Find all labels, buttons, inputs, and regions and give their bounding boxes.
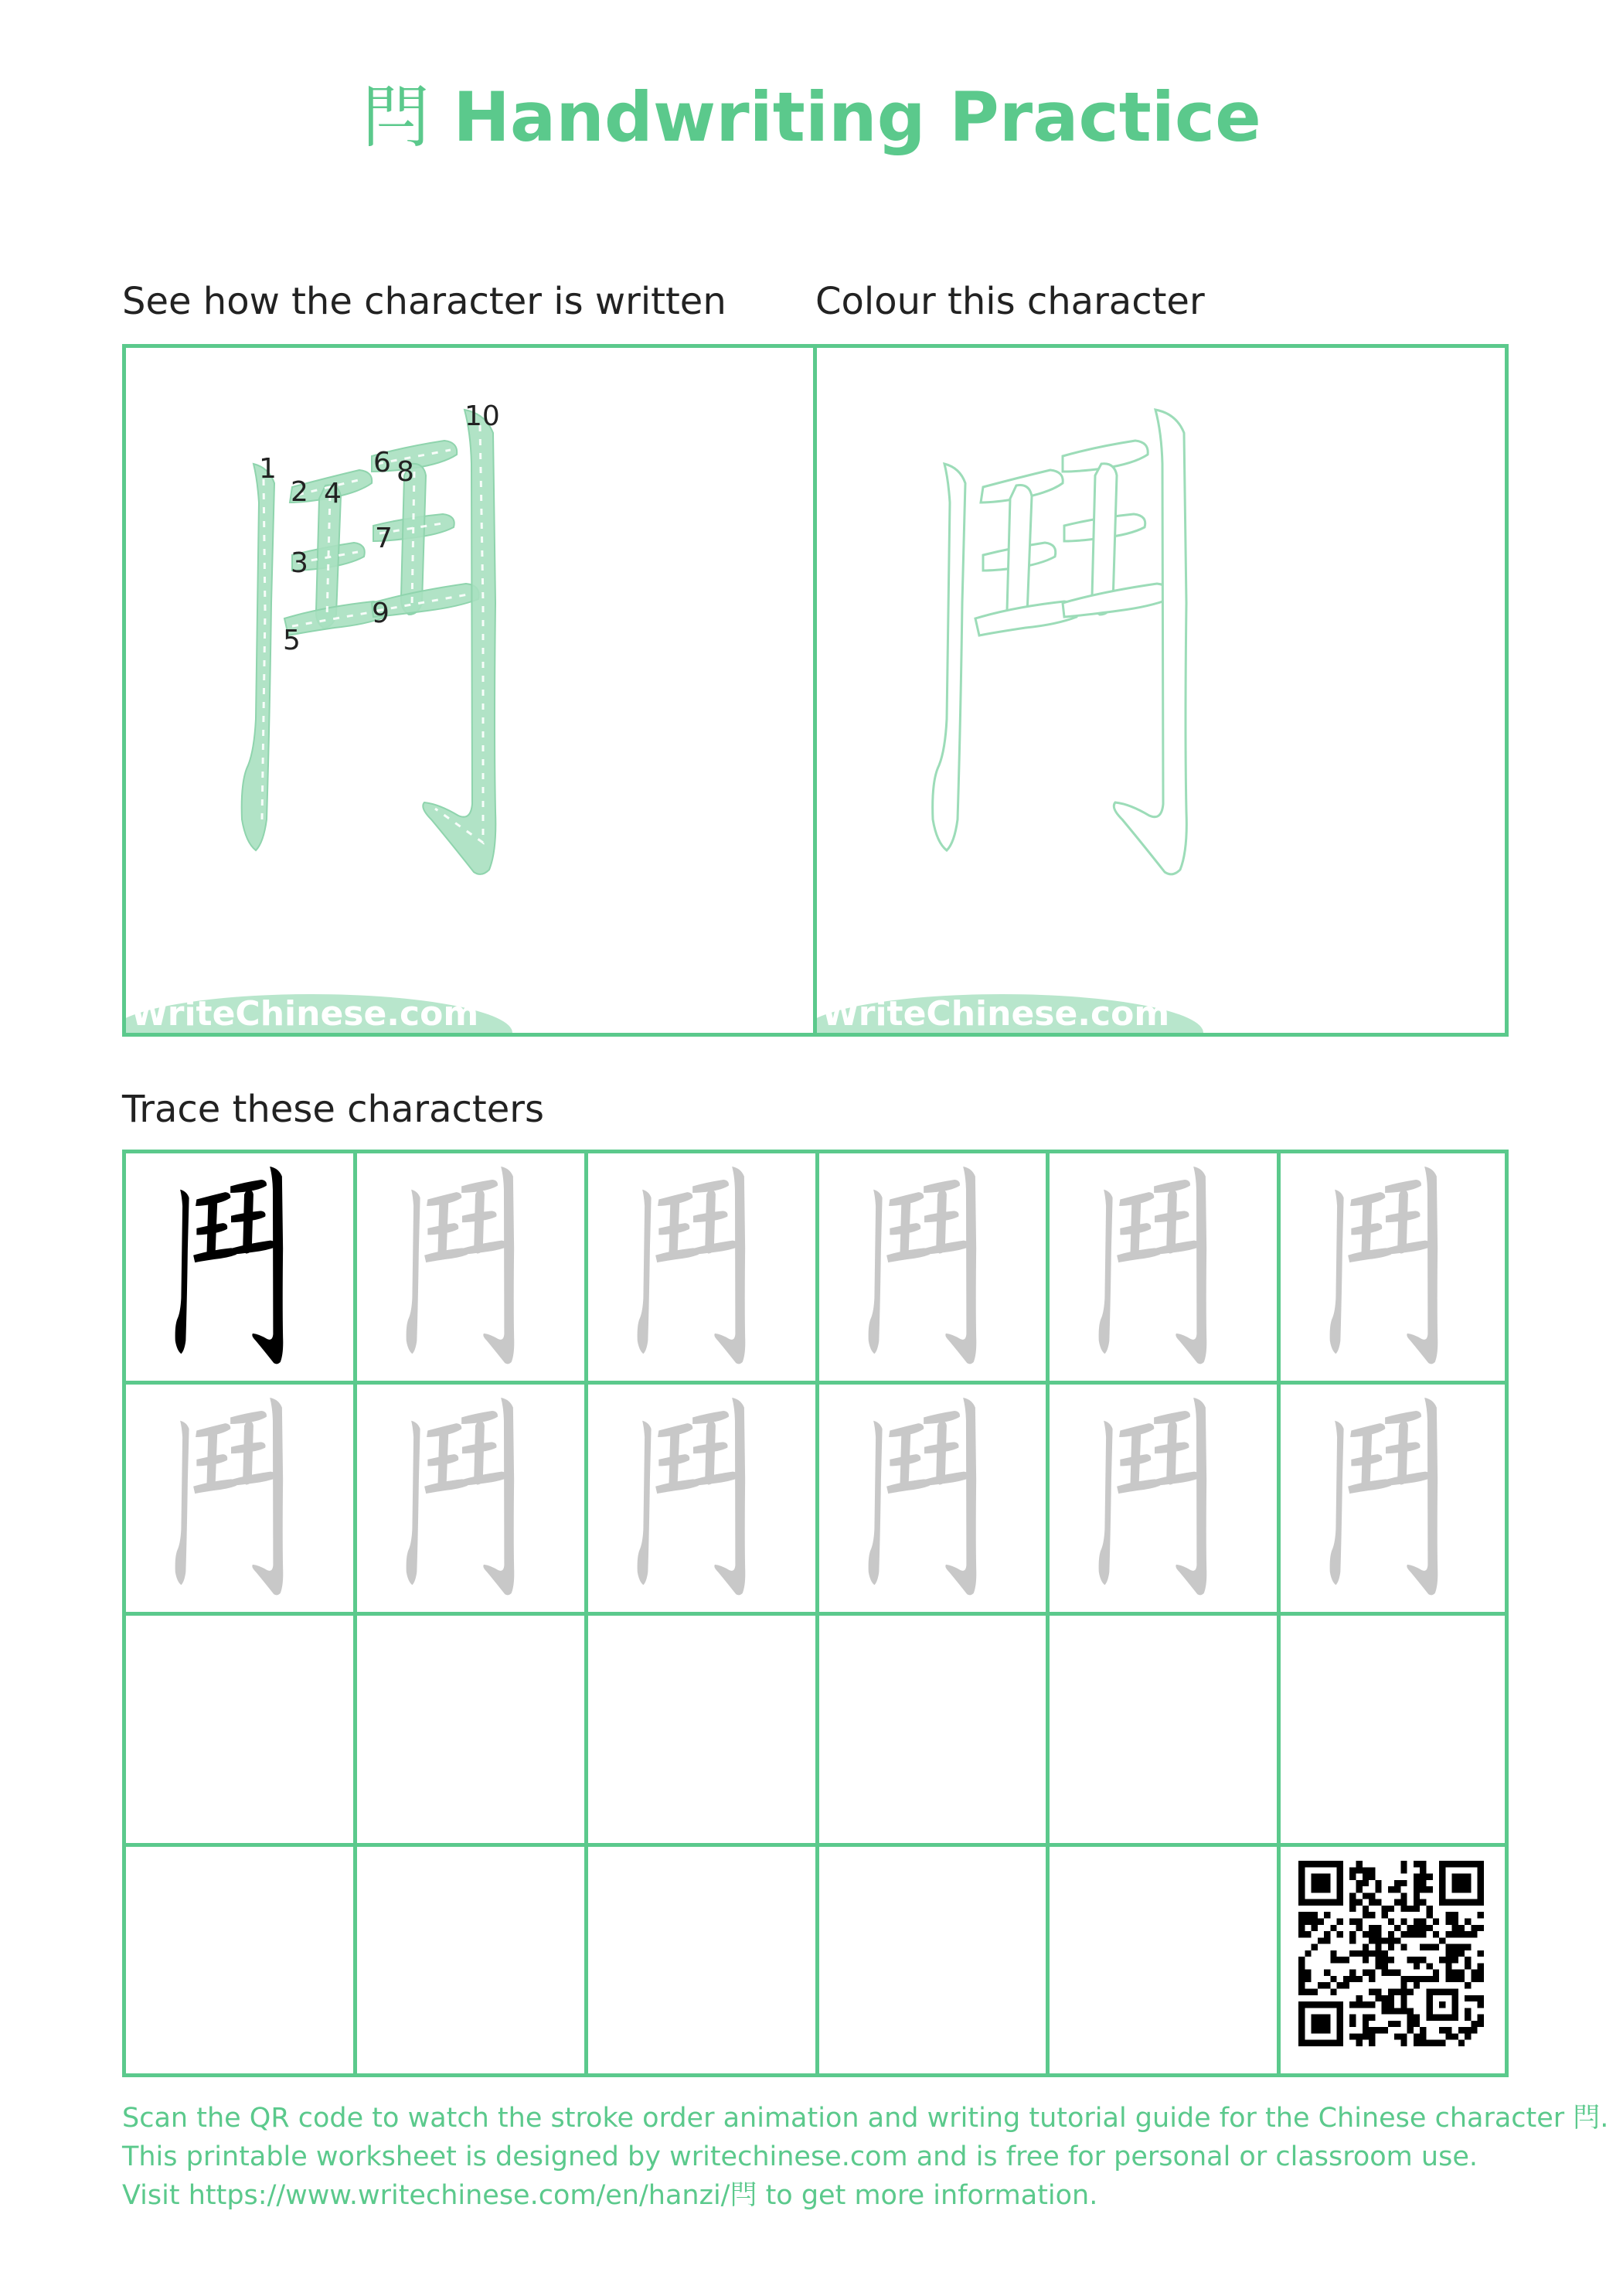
see-how-heading: See how the character is written [122, 280, 726, 323]
guide-character-cell[interactable] [819, 1385, 1043, 1608]
stroke-number: 5 [283, 625, 301, 656]
watermark [817, 986, 1219, 1033]
stroke-10 [423, 410, 495, 874]
empty-practice-cell[interactable] [1050, 1847, 1273, 2070]
stroke-number: 1 [259, 453, 277, 485]
trace-heading: Trace these characters [122, 1088, 545, 1131]
guide-character [588, 1385, 812, 1608]
footer-line-3: Visit https://www.writechinese.com/en/hanzi/閂 to get more information. [122, 2180, 1098, 2211]
guide-character-cell[interactable] [588, 1385, 812, 1608]
guide-character [357, 1385, 580, 1608]
empty-practice-cell[interactable] [1281, 1847, 1504, 2070]
guide-character [588, 1153, 812, 1377]
guide-character [1281, 1385, 1504, 1608]
empty-practice-cell[interactable] [588, 1616, 812, 1839]
stroke-number: 10 [464, 400, 500, 432]
outline-stroke-9 [1063, 584, 1170, 617]
footer [122, 2099, 1609, 2215]
guide-character-cell[interactable] [1281, 1385, 1504, 1608]
guide-character-cell[interactable] [588, 1153, 812, 1377]
outline-stroke-10 [1114, 410, 1186, 874]
stroke-number: 4 [324, 478, 342, 509]
outline-stroke-5 [975, 601, 1077, 635]
empty-practice-cell[interactable] [1281, 1616, 1504, 1839]
empty-practice-cell[interactable] [357, 1847, 580, 2070]
stroke-1 [242, 464, 274, 850]
stroke-order-svg [126, 348, 813, 1033]
colour-heading: Colour this character [815, 280, 1205, 323]
empty-practice-cell[interactable] [126, 1616, 349, 1839]
colour-panel [817, 348, 1504, 1033]
guide-character-cell[interactable] [357, 1153, 580, 1377]
empty-practice-cell[interactable] [819, 1616, 1043, 1839]
guide-character [1050, 1385, 1273, 1608]
empty-practice-cell[interactable] [588, 1847, 812, 2070]
empty-practice-cell[interactable] [1050, 1616, 1273, 1839]
outline-stroke-1 [933, 464, 965, 850]
title-character: 閂 [362, 77, 430, 157]
guide-character-cell[interactable] [357, 1385, 580, 1608]
footer-line-2: This printable worksheet is designed by writechinese.com and is free for personal or classroom use. [122, 2141, 1478, 2172]
stroke-number: 6 [373, 447, 391, 479]
guide-character [357, 1153, 580, 1377]
guide-character-cell[interactable] [819, 1153, 1043, 1377]
guide-character [126, 1385, 349, 1608]
stroke-order-panel [126, 348, 813, 1033]
model-character-cell[interactable] [126, 1153, 349, 1377]
empty-practice-cell[interactable] [357, 1616, 580, 1839]
stroke-number: 3 [291, 547, 308, 579]
stroke-number: 2 [291, 476, 308, 508]
guide-character [1281, 1153, 1504, 1377]
watermark-text: WriteChinese.com [131, 994, 479, 1033]
guide-character [819, 1153, 1043, 1377]
stroke-number: 8 [396, 456, 414, 488]
colour-outline-svg [817, 348, 1504, 1033]
stroke-number: 9 [372, 598, 390, 629]
empty-practice-cell[interactable] [819, 1847, 1043, 2070]
guide-character-cell[interactable] [126, 1385, 349, 1608]
model-character [126, 1153, 349, 1377]
empty-practice-cell[interactable] [126, 1847, 349, 2070]
guide-character-cell[interactable] [1050, 1385, 1273, 1608]
guide-character-cell[interactable] [1050, 1153, 1273, 1377]
watermark-text: WriteChinese.com [822, 994, 1170, 1033]
stroke-number: 7 [375, 523, 393, 554]
title-text: Handwriting Practice [453, 77, 1261, 157]
guide-character [819, 1385, 1043, 1608]
footer-line-1: Scan the QR code to watch the stroke order animation and writing tutorial guide for the Chinese character 閂. [122, 2103, 1609, 2134]
guide-character [1050, 1153, 1273, 1377]
guide-character-cell[interactable] [1281, 1153, 1504, 1377]
page-title [0, 71, 1623, 164]
watermark [126, 986, 528, 1033]
